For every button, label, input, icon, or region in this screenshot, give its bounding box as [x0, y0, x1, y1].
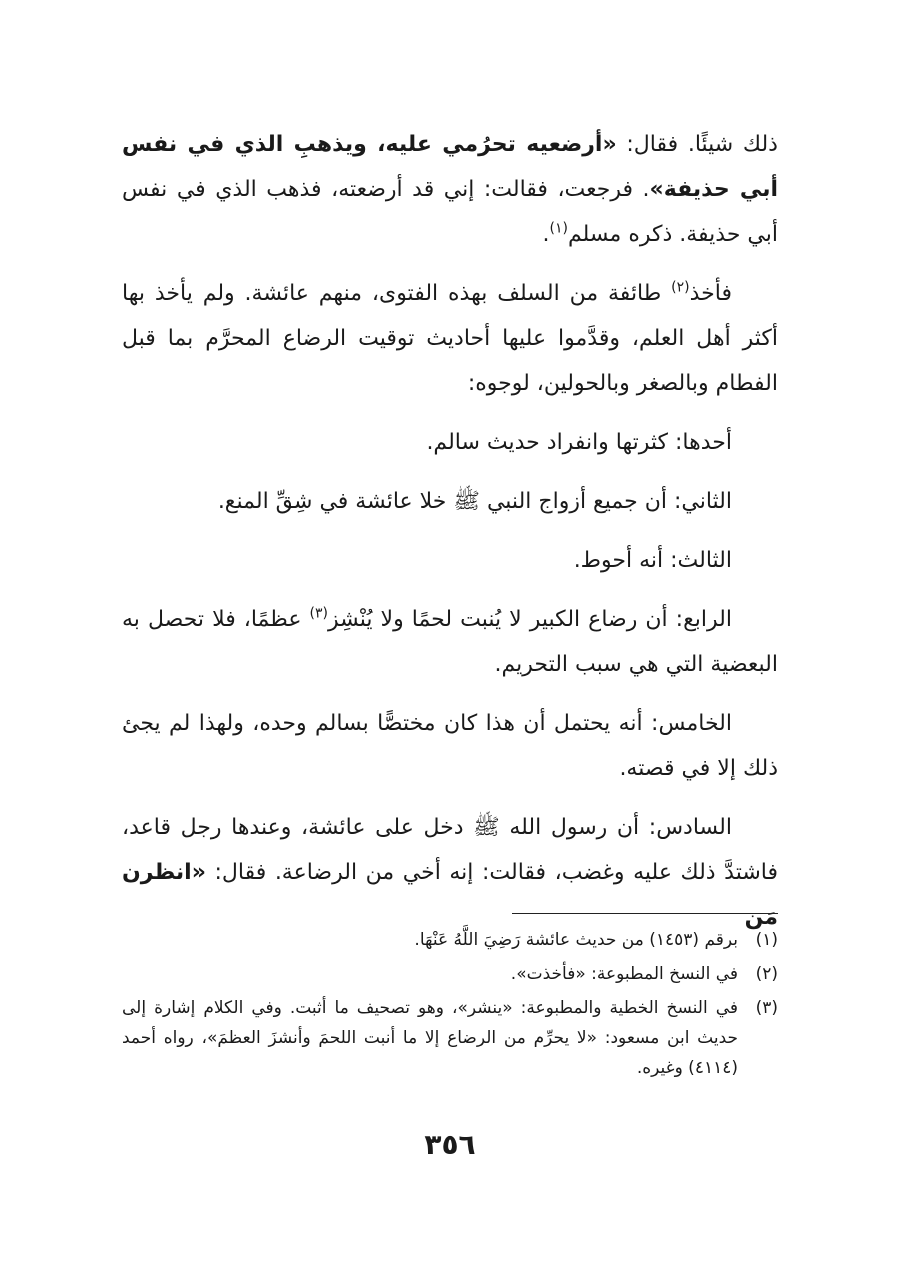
paragraph-6 [122, 597, 778, 687]
main-text-body [122, 122, 778, 954]
paragraph-1-text-b: . فرجعت، فقالت: إني قد أرضعته، فذهب الذي في نفس أبي حذيفة. ذكره مسلم [122, 177, 778, 247]
paragraph-6-text-b: عظمًا، فلا تحصل به البعضية التي هي سبب التحريم. [122, 607, 778, 677]
paragraph-4: الثاني: أن جميع أزواج النبي ﷺ خلا عائشة في شِقِّ المنع. [217, 489, 732, 514]
footnote-separator [512, 913, 778, 914]
paragraph-1-text-c: . [542, 222, 550, 247]
paragraph-7: الخامس: أنه يحتمل أن هذا كان مختصًّا بسالم وحده، ولهذا لم يجئ ذلك إلا في قصته. [122, 711, 778, 781]
footnote-number: (٣) [755, 998, 778, 1018]
paragraph-2-text-a: فأخذ [689, 281, 732, 306]
hadith-quote-1: «أرضعيه تحرُمي عليه، ويذهبِ الذي في نفس أبي حذيفة» [122, 132, 778, 202]
paragraph-8-text-a: السادس: أن رسول الله ﷺ دخل على عائشة، وعندها رجل قاعد، فاشتدَّ ذلك عليه وغضب، فقالت: إنه أخي من الرضاعة. فقال: [122, 815, 778, 885]
footnotes-section [122, 925, 778, 1087]
footnote-1 [122, 925, 778, 955]
paragraph-1 [122, 122, 778, 257]
footnote-text: برقم (١٤٥٣) من حديث عائشة رَضِيَ اللَّهُ عَنْهَا. [414, 930, 738, 950]
hadith-quote-2: «انظرن مَن [122, 860, 778, 930]
footnote-ref-2[interactable]: (٢) [671, 279, 690, 296]
paragraph-2-text-b: طائفة من السلف بهذه الفتوى، منهم عائشة. ولم يأخذ بها أكثر أهل العلم، وقدَّموا عليها أحاديث توقيت الرضاع المحرَّم بما قبل الفطام وبالصغر وبالحولين، لوجوه: [122, 281, 778, 396]
footnote-3 [122, 993, 778, 1083]
paragraph-5: الثالث: أنه أحوط. [573, 548, 732, 573]
paragraph-2 [122, 271, 778, 406]
paragraph-3: أحدها: كثرتها وانفراد حديث سالم. [426, 430, 732, 455]
page-number: ٣٥٦ [424, 1128, 476, 1161]
paragraph-6-text-a: الرابع: أن رضاع الكبير لا يُنبت لحمًا ولا يُنْشِز [327, 607, 732, 632]
paragraph-8 [122, 805, 778, 940]
footnote-2 [122, 959, 778, 989]
footnote-number: (٢) [755, 964, 778, 984]
footnote-text: في النسخ المطبوعة: «فأخذت». [510, 964, 738, 984]
footnote-ref-3[interactable]: (٣) [309, 605, 328, 622]
paragraph-1-text-a: ذلك شيئًا. فقال: [616, 132, 778, 157]
footnote-number: (١) [755, 930, 778, 950]
footnote-text: في النسخ الخطية والمطبوعة: «ينشر»، وهو تصحيف ما أثبت. وفي الكلام إشارة إلى حديث ابن مسعود: «لا يحرِّم من الرضاع إلا ما أنبت اللحمَ وأنشزَ العظمَ»، رواه أحمد (٤١١٤) وغيره. [122, 998, 738, 1078]
footnote-ref-1[interactable]: (١) [549, 220, 568, 237]
